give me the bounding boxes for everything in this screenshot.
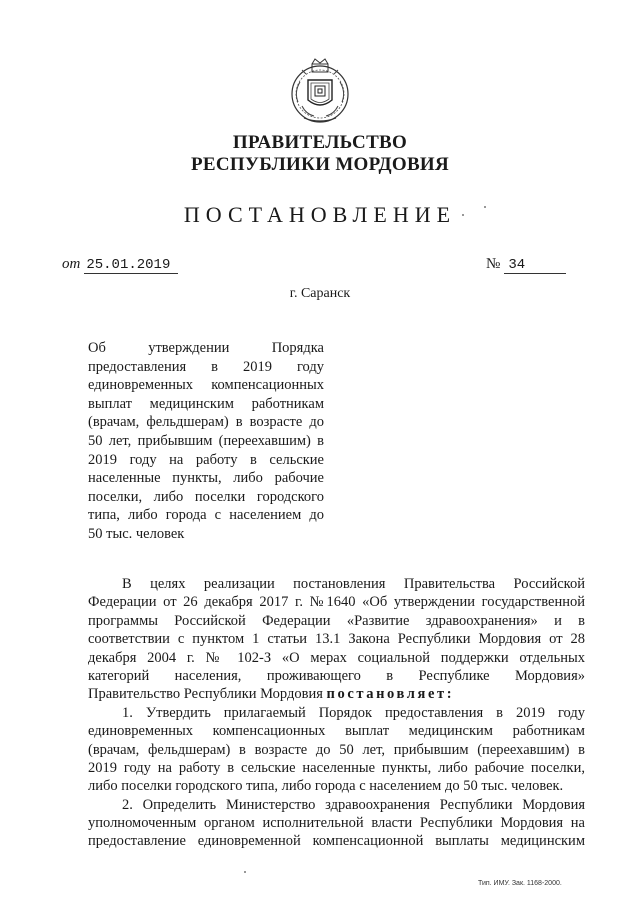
print-note: Тип. ИМУ. Зак. 1168-2000. [478, 880, 562, 887]
subject-line: 50 тыс. человек [88, 525, 185, 542]
subject-line: населенные пункты, либо рабочие [88, 470, 324, 487]
preamble-line: Федерации от 26 декабря 2017 г. №1640 «Об утверждении государственной [88, 594, 585, 611]
document-body [88, 575, 585, 851]
subject-line: поселки, либо поселки городского [88, 488, 324, 505]
city: г. Саранск [289, 286, 351, 301]
government-name-line2: РЕСПУБЛИКИ МОРДОВИЯ [190, 154, 450, 175]
item2-line: уполномоченным органом исполнительной власти Республики Мордовия на [88, 815, 585, 832]
subject-line: типа, либо города с населением до [88, 507, 324, 524]
preamble-line: декабря 2004 г. № 102-З «О мерах социальной поддержки отдельных [88, 649, 585, 666]
resolves-word: постановляет: [326, 686, 455, 703]
document-number [486, 256, 566, 274]
subject-line: (врачам, фельдшерам) в возрасте до [88, 414, 324, 431]
scan-speck [462, 214, 464, 216]
scan-speck [484, 206, 486, 208]
date-prefix: от [62, 256, 81, 272]
document-subject [88, 339, 324, 544]
item1-line: единовременных компенсационных выплат медицинским работникам [88, 723, 585, 740]
resolves-prefix: Правительство Республики Мордовия [88, 686, 323, 703]
subject-line: единовременных компенсационных [88, 377, 324, 394]
item1-line: 2019 году на работу в сельские населенные пункты, либо рабочие поселки, [88, 759, 585, 776]
subject-line: Об утверждении Порядка [88, 340, 324, 356]
scan-speck [244, 871, 246, 873]
preamble-line: В целях реализации постановления Правительства Российской [122, 576, 585, 592]
subject-line: предоставления в 2019 году [88, 358, 324, 375]
number-value: 34 [504, 257, 566, 274]
preamble-line: программы Российской Федерации «Развитие здравоохранения» и в [88, 612, 585, 629]
item1-line: 1. Утвердить прилагаемый Порядок предоставления в 2019 году [122, 704, 585, 721]
preamble-line: соответствии с пунктом 1 статьи 13.1 Закона Республики Мордовия от 28 [88, 631, 585, 648]
mordovia-coat-of-arms-icon [284, 56, 356, 128]
preamble-line: категорий населения, проживающего в Республике Мордовия» [88, 667, 585, 684]
item2-line: предоставление единовременной компенсационной выплаты медицинским [88, 833, 585, 850]
subject-line: 2019 году на работу в сельские [88, 451, 324, 468]
item1-line: либо поселки городского типа, либо города с населением до 50 тыс. человек. [88, 778, 564, 795]
date-value: 25.01.2019 [84, 257, 178, 274]
subject-line: 50 лет, прибывшим (переехавшим) в [88, 432, 324, 449]
resolves-line [88, 685, 585, 703]
government-name-line1: ПРАВИТЕЛЬСТВО [232, 132, 408, 153]
item2-line: 2. Определить Министерство здравоохранения Республики Мордовия [122, 796, 585, 813]
item1-line: (врачам, фельдшерам) в возрасте до 50 лет, прибывшим (переехавшим) в [88, 741, 585, 758]
document-date [62, 256, 178, 274]
subject-line: выплат медицинским работникам [88, 395, 324, 412]
number-prefix: № [486, 256, 501, 272]
document-type-title: ПОСТАНОВЛЕНИЕ [183, 202, 457, 227]
